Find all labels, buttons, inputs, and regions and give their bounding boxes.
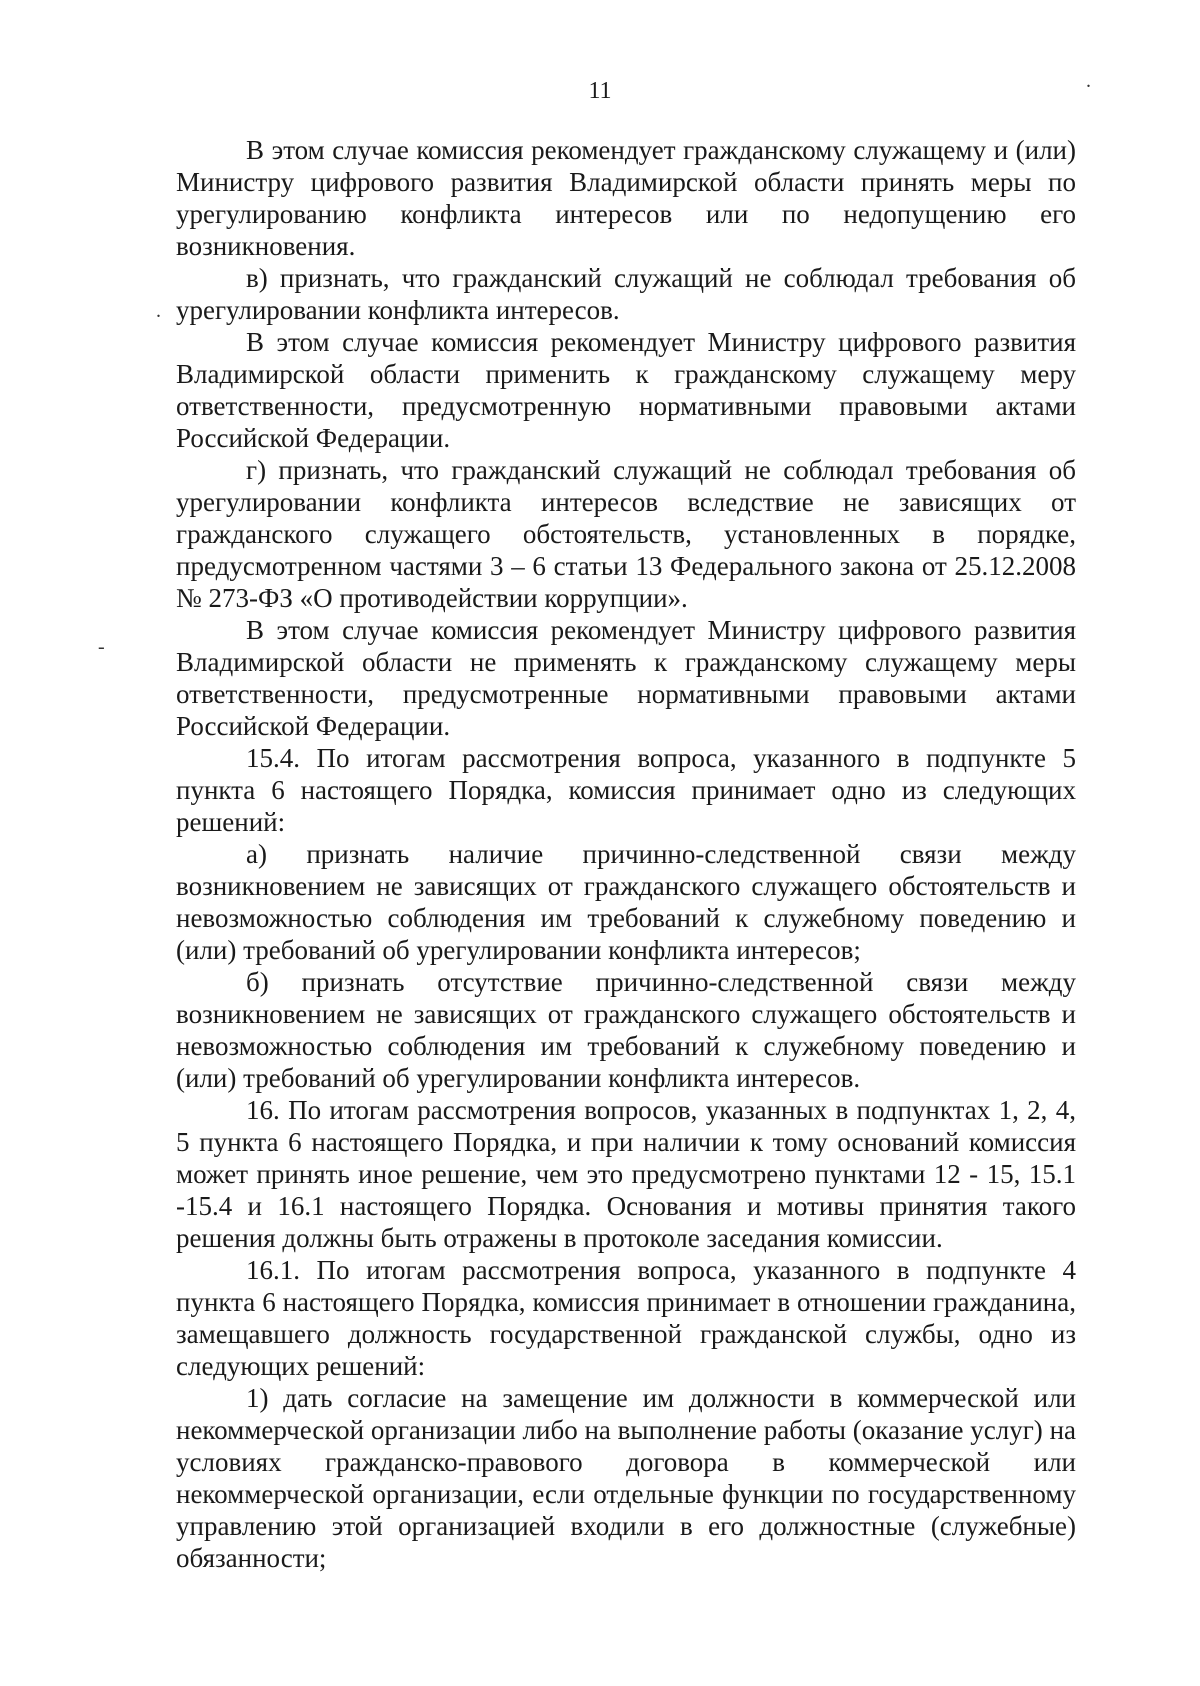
paragraph: б) признать отсутствие причинно-следственной связи между возникновением не зависящих от гражданского служащего обстоятельств и невозможностью соблюдения им требований к служебному поведению и (или) требований об урегулировании конфликта интересов. <box>176 967 1076 1093</box>
document-body <box>176 134 1076 1574</box>
page-number: 11 <box>588 78 612 104</box>
scan-speck: - <box>98 636 105 658</box>
paragraph: В этом случае комиссия рекомендует гражданскому служащему и (или) Министру цифрового развития Владимирской области принять меры по урегулированию конфликта интересов или по недопущению его возникновения. <box>176 135 1076 261</box>
paragraph: 16.1. По итогам рассмотрения вопроса, указанного в подпункте 4 пункта 6 настоящего Порядка, комиссия принимает в отношении гражданина, замещавшего должность государственной гражданской службы, одно из следующих решений: <box>176 1255 1076 1381</box>
scan-speck: . <box>156 300 161 322</box>
paragraph: 1) дать согласие на замещение им должности в коммерческой или некоммерческой организации либо на выполнение работы (оказание услуг) на условиях гражданско-правового договора в коммерческой или некоммерческой организации, если отдельные функции по государственному управлению этой организацией входили в его должностные (служебные) обязанности; <box>176 1383 1076 1573</box>
scan-speck: . <box>1086 70 1091 92</box>
paragraph: а) признать наличие причинно-следственной связи между возникновением не зависящих от гражданского служащего обстоятельств и невозможностью соблюдения им требований к служебному поведению и (или) требований об урегулировании конфликта интересов; <box>176 839 1076 965</box>
paragraph: г) признать, что гражданский служащий не соблюдал требования об урегулировании конфликта интересов вследствие не зависящих от гражданского служащего обстоятельств, установленных в порядке, предусмотренном частями 3 – 6 статьи 13 Федерального закона от 25.12.2008 № 273-ФЗ «О противодействии коррупции». <box>176 455 1076 613</box>
paragraph: 15.4. По итогам рассмотрения вопроса, указанного в подпункте 5 пункта 6 настоящего Порядка, комиссия принимает одно из следующих решений: <box>176 743 1076 837</box>
paragraph: 16. По итогам рассмотрения вопросов, указанных в подпунктах 1, 2, 4, 5 пункта 6 настоящего Порядка, и при наличии к тому оснований комиссия может принять иное решение, чем это предусмотрено пунктами 12 - 15, 15.1 -15.4 и 16.1 настоящего Порядка. Основания и мотивы принятия такого решения должны быть отражены в протоколе заседания комиссии. <box>176 1095 1076 1253</box>
paragraph: в) признать, что гражданский служащий не соблюдал требования об урегулировании конфликта интересов. <box>176 263 1076 325</box>
paragraph: В этом случае комиссия рекомендует Министру цифрового развития Владимирской области не применять к гражданскому служащему меры ответственности, предусмотренные нормативными правовыми актами Российской Федерации. <box>176 615 1076 741</box>
paragraph: В этом случае комиссия рекомендует Министру цифрового развития Владимирской области применить к гражданскому служащему меру ответственности, предусмотренную нормативными правовыми актами Российской Федерации. <box>176 327 1076 453</box>
